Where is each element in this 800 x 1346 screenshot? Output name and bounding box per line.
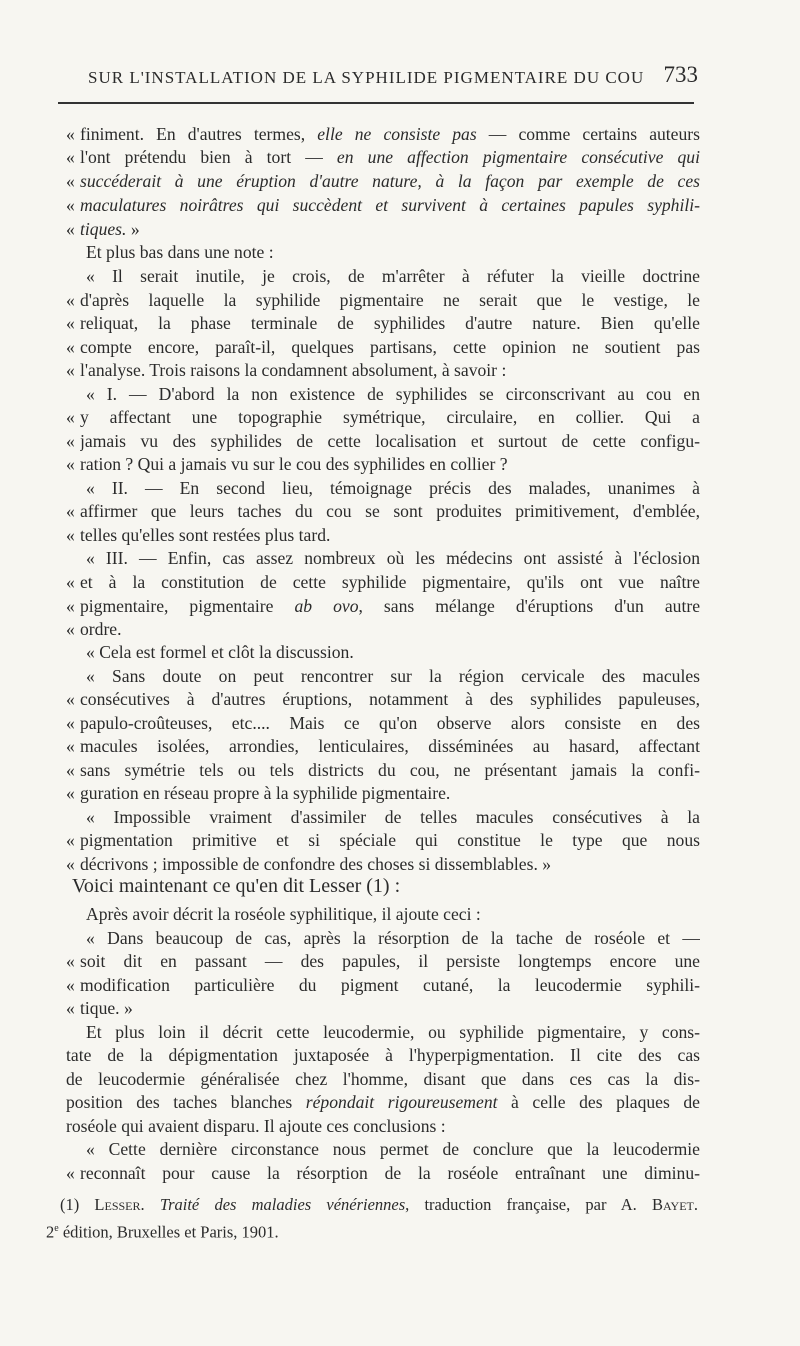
text-line	[66, 853, 700, 876]
quote-mark: «	[66, 147, 75, 167]
line-text: modification particulière du pigment cutané, la leucodermie syphili-	[80, 975, 700, 995]
text-line	[66, 406, 700, 429]
quote-mark: «	[66, 171, 75, 191]
line-text: roséole qui avaient disparu. Il ajoute ces conclusions :	[66, 1116, 446, 1136]
quote-mark: «	[66, 760, 75, 780]
line-text: pigmentation primitive et si spéciale qui constitue le type que nous	[80, 830, 700, 850]
text-line	[66, 146, 700, 169]
line-text: « Sans doute on peut rencontrer sur la région cervicale des macules	[86, 666, 700, 686]
line-text: ration ? Qui a jamais vu sur le cou des syphilides en collier ?	[80, 454, 508, 474]
text-line	[66, 829, 700, 852]
text-line	[66, 547, 700, 570]
quote-mark: «	[66, 854, 75, 874]
quote-mark: «	[66, 736, 75, 756]
line-text: telles qu'elles sont restées plus tard.	[80, 525, 331, 545]
text-line	[66, 123, 700, 146]
text-line	[66, 735, 700, 758]
text-line	[66, 265, 700, 288]
line-text: Et plus loin il décrit cette leucodermie, ou syphilide pigmentaire, y cons-	[86, 1022, 700, 1042]
text-line	[66, 524, 700, 547]
quote-mark: «	[66, 783, 75, 803]
quote-mark: «	[66, 219, 75, 239]
text-line	[66, 1115, 700, 1138]
running-header	[88, 62, 698, 92]
line-text: tate de la dépigmentation juxtaposée à l'hyperpigmentation. Il cite des cas	[66, 1045, 700, 1065]
text-line	[66, 974, 700, 997]
line-text: l'analyse. Trois raisons la condamnent absolument, à savoir :	[80, 360, 507, 380]
footnote-text: 2e édition, Bruxelles et Paris, 1901.	[46, 1222, 279, 1242]
text-line	[66, 903, 700, 926]
text-line	[66, 383, 700, 406]
line-text: position des taches blanches répondait rigoureusement à celle des plaques de	[66, 1092, 700, 1112]
line-text: de leucodermie généralisée chez l'homme, disant que dans ces cas la dis-	[66, 1069, 700, 1089]
line-text: « II. — En second lieu, témoignage précis des malades, unanimes à	[86, 478, 700, 498]
text-line	[66, 477, 700, 500]
text-line	[66, 453, 700, 476]
line-text: Et plus bas dans une note :	[86, 242, 274, 262]
line-text: affirmer que leurs taches du cou se sont produites primitivement, d'emblée,	[80, 501, 700, 521]
text-line	[66, 927, 700, 950]
text-line	[66, 688, 700, 711]
line-text: maculatures noirâtres qui succèdent et survivent à certaines papules syphili-	[80, 195, 700, 215]
line-text: succéderait à une éruption d'autre nature, à la façon par exemple de ces	[80, 171, 700, 191]
quote-mark: «	[66, 525, 75, 545]
line-text: décrivons ; impossible de confondre des choses si dissemblables. »	[80, 854, 552, 874]
quote-mark: «	[66, 431, 75, 451]
text-line	[66, 359, 700, 382]
text-line	[66, 1044, 700, 1067]
text-line	[66, 289, 700, 312]
text-line	[66, 571, 700, 594]
line-text: papulo-croûteuses, etc.... Mais ce qu'on observe alors consiste en des	[80, 713, 700, 733]
text-line	[66, 1021, 700, 1044]
quote-mark: «	[66, 360, 75, 380]
line-text: « Cette dernière circonstance nous permet de conclure que la leucodermie	[86, 1139, 700, 1159]
text-line	[66, 618, 700, 641]
footnote-text: (1) Lesser. Traité des maladies vénériennes, traduction française, par A. Bayet.	[60, 1195, 698, 1214]
line-text: Après avoir décrit la roséole syphilitique, il ajoute ceci :	[86, 904, 481, 924]
line-text: Voici maintenant ce qu'en dit Lesser (1) :	[72, 875, 401, 897]
line-text: « Cela est formel et clôt la discussion.	[86, 642, 354, 662]
quote-mark: «	[66, 501, 75, 521]
text-line	[66, 430, 700, 453]
text-line	[66, 218, 700, 241]
line-text: finiment. En d'autres termes, elle ne consiste pas — comme certains auteurs	[80, 124, 700, 144]
text-line	[66, 759, 700, 782]
line-text: macules isolées, arrondies, lenticulaires, disséminées au hasard, affectant	[80, 736, 700, 756]
quote-mark: «	[66, 337, 75, 357]
text-line	[66, 336, 700, 359]
line-text: l'ont prétendu bien à tort — en une affection pigmentaire consécutive qui	[80, 147, 700, 167]
line-text: « Impossible vraiment d'assimiler de telles macules consécutives à la	[86, 807, 700, 827]
line-text: « Dans beaucoup de cas, après la résorption de la tache de roséole et —	[86, 928, 700, 948]
line-text: reconnaît pour cause la résorption de la roséole entraînant une diminu-	[80, 1163, 700, 1183]
quote-mark: «	[66, 290, 75, 310]
quote-mark: «	[66, 195, 75, 215]
quote-mark: «	[66, 596, 75, 616]
line-text: sans symétrie tels ou tels districts du cou, ne présentant jamais la confi-	[80, 760, 700, 780]
text-line	[66, 595, 700, 618]
text-line	[66, 641, 700, 664]
quote-mark: «	[66, 124, 75, 144]
text-line	[66, 1068, 700, 1091]
line-text: jamais vu des syphilides de cette localisation et surtout de cette configu-	[80, 431, 700, 451]
line-text: compte encore, paraît-il, quelques partisans, cette opinion ne soutient pas	[80, 337, 700, 357]
text-line	[66, 500, 700, 523]
text-line	[66, 1162, 700, 1185]
text-line	[66, 1091, 700, 1114]
quote-mark: «	[66, 713, 75, 733]
quote-mark: «	[66, 454, 75, 474]
quote-mark: «	[66, 313, 75, 333]
line-text: guration en réseau propre à la syphilide pigmentaire.	[80, 783, 451, 803]
line-text: « Il serait inutile, je crois, de m'arrêter à réfuter la vieille doctrine	[86, 266, 700, 286]
running-title: SUR L'INSTALLATION DE LA SYPHILIDE PIGMENTAIRE DU COU	[88, 68, 645, 87]
quote-mark: «	[66, 975, 75, 995]
text-line	[66, 1138, 700, 1161]
page-number: 733	[663, 62, 698, 87]
text-line	[66, 950, 700, 973]
text-line	[66, 782, 700, 805]
line-text: reliquat, la phase terminale de syphilides d'autre nature. Bien qu'elle	[80, 313, 700, 333]
line-text: tiques. »	[80, 219, 140, 239]
line-text: pigmentaire, pigmentaire ab ovo, sans mélange d'éruptions d'un autre	[80, 596, 700, 616]
text-line	[66, 997, 700, 1020]
text-line	[66, 712, 700, 735]
line-text: « I. — D'abord la non existence de syphilides se circonscrivant au cou en	[86, 384, 700, 404]
line-text: consécutives à d'autres éruptions, notamment à des syphilides papuleuses,	[80, 689, 700, 709]
text-line	[66, 170, 700, 193]
quote-mark: «	[66, 619, 75, 639]
quote-mark: «	[66, 998, 75, 1018]
text-line	[66, 665, 700, 688]
header-rule	[58, 102, 694, 104]
quote-mark: «	[66, 1163, 75, 1183]
text-line	[66, 312, 700, 335]
text-line	[66, 241, 700, 264]
line-text: ordre.	[80, 619, 122, 639]
quote-mark: «	[66, 689, 75, 709]
text-line	[66, 875, 700, 898]
footnote-line	[46, 1194, 698, 1216]
text-line	[66, 806, 700, 829]
line-text: tique. »	[80, 998, 133, 1018]
line-text: et à la constitution de cette syphilide pigmentaire, qu'ils ont vue naître	[80, 572, 700, 592]
quote-mark: «	[66, 951, 75, 971]
text-line	[66, 194, 700, 217]
line-text: y affectant une topographie symétrique, circulaire, en collier. Qui a	[80, 407, 700, 427]
line-text: soit dit en passant — des papules, il persiste longtemps encore une	[80, 951, 700, 971]
quote-mark: «	[66, 572, 75, 592]
footnote-line	[46, 1218, 698, 1240]
quote-mark: «	[66, 407, 75, 427]
line-text: « III. — Enfin, cas assez nombreux où les médecins ont assisté à l'éclosion	[86, 548, 700, 568]
line-text: d'après laquelle la syphilide pigmentaire ne serait que le vestige, le	[80, 290, 700, 310]
quote-mark: «	[66, 830, 75, 850]
